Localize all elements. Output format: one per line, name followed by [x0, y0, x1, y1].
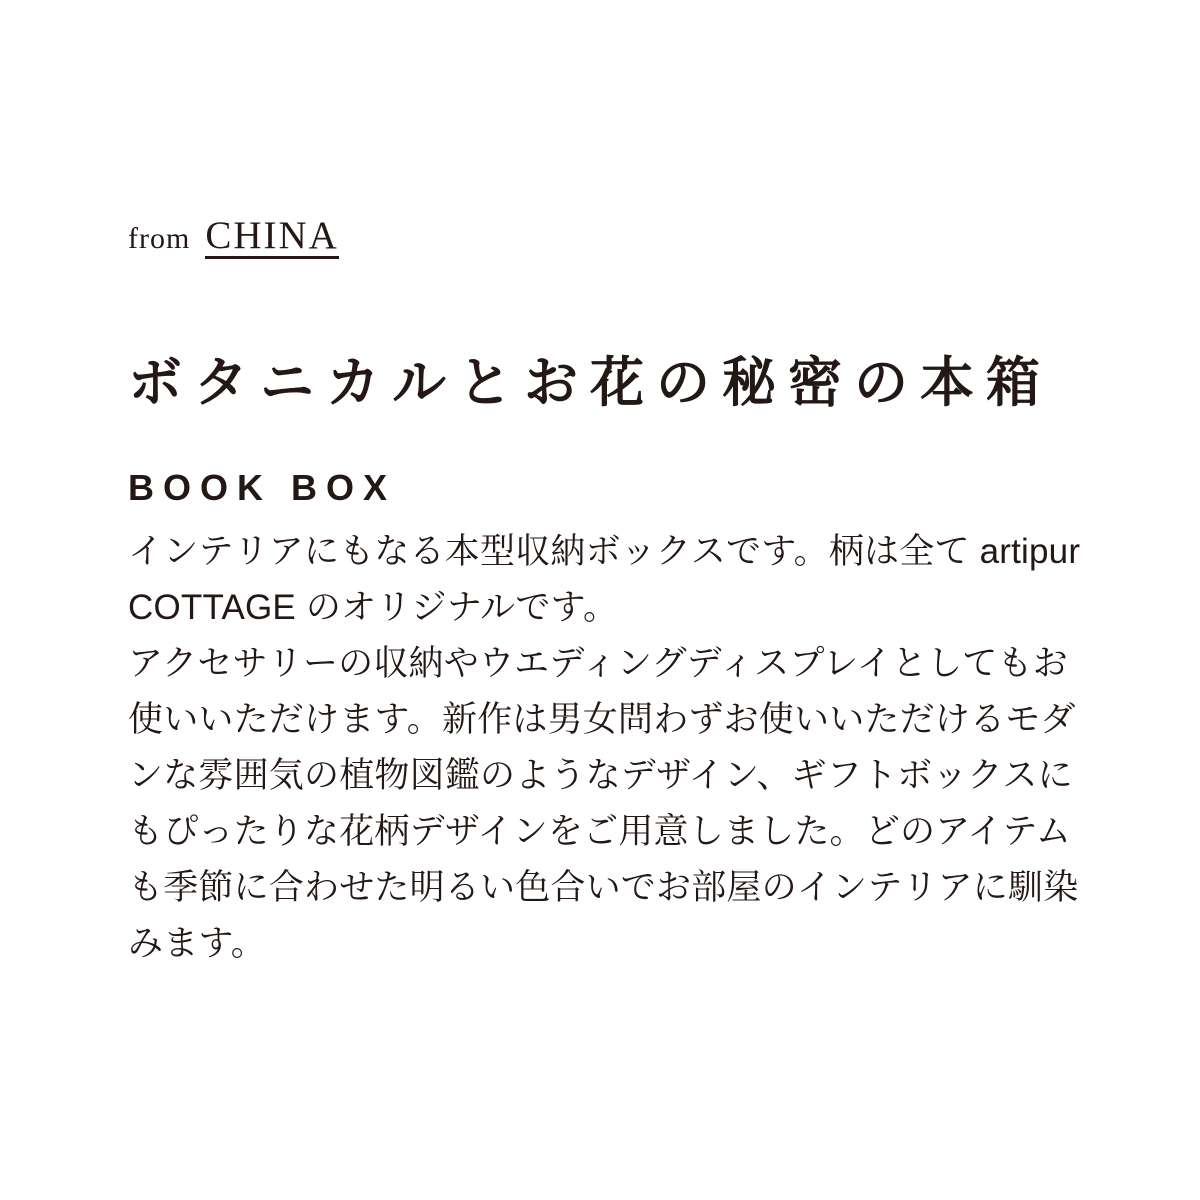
- origin-country: CHINA: [205, 214, 339, 257]
- description-line: ンな雰囲気の植物図鑑のようなデザイン、ギフトボックスに: [128, 756, 1073, 795]
- description-line: もぴったりな花柄デザインをご用意しました。どのアイテム: [128, 812, 1072, 851]
- product-title-english: BOOK BOX: [128, 466, 397, 508]
- description-line: 使いいただけます。新作は男女問わずお使いいただけるモダ: [128, 700, 1076, 739]
- description-line: も季節に合わせた明るい色合いでお部屋のインテリアに馴染: [128, 868, 1079, 907]
- origin-label: from: [128, 222, 191, 255]
- description-line: みます。: [128, 924, 267, 963]
- product-description: [128, 524, 1080, 972]
- product-title-japanese: ボタニカルとお花の秘密の本箱: [128, 353, 1052, 414]
- description-line: アクセサリーの収納やウエディングディスプレイとしてもお: [128, 644, 1068, 683]
- origin-line: [128, 216, 339, 259]
- description-line: インテリアにもなる本型収納ボックスです。柄は全て artipur: [128, 532, 1081, 571]
- description-line: COTTAGE のオリジナルです。: [128, 588, 619, 627]
